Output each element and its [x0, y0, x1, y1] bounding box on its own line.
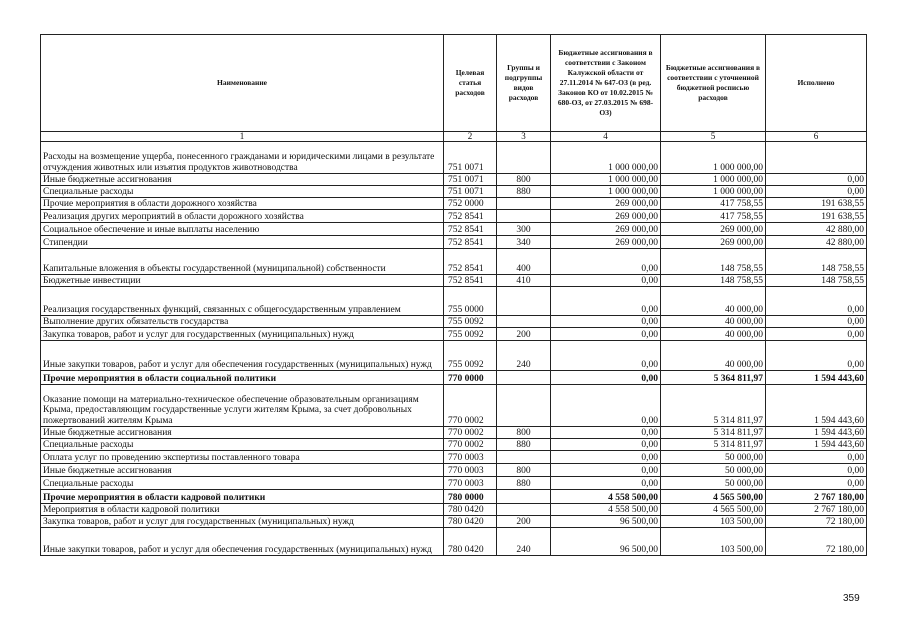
table-row [41, 174, 867, 186]
budget-document [40, 34, 866, 556]
group-code-cell [497, 451, 551, 464]
column-number: 6 [766, 132, 867, 142]
budget-refined-cell: 40 000,00 [661, 316, 766, 328]
budget-refined-cell: 50 000,00 [661, 451, 766, 464]
page-number: 359 [843, 593, 860, 604]
executed-cell: 0,00 [766, 451, 867, 464]
target-code-cell: 752 0000 [444, 198, 497, 210]
table-row [41, 287, 867, 316]
budget-law-cell: 0,00 [551, 427, 661, 439]
target-code-cell: 751 0071 [444, 174, 497, 186]
target-code-cell: 770 0003 [444, 477, 497, 490]
row-name-cell: Иные бюджетные ассигнования [41, 427, 444, 439]
row-name-cell: Специальные расходы [41, 439, 444, 451]
table-row [41, 341, 867, 371]
executed-cell: 72 180,00 [766, 528, 867, 556]
executed-cell: 1 594 443,60 [766, 385, 867, 427]
table-row [41, 198, 867, 210]
table-row [41, 490, 867, 504]
row-name-cell: Реализация других мероприятий в области дорожного хозяйства [41, 210, 444, 223]
group-code-cell: 880 [497, 477, 551, 490]
group-code-cell: 880 [497, 439, 551, 451]
col-budget-refined-header: Бюджетные ассигнования в соответствии с уточненной бюджетной росписью расходов [661, 35, 766, 132]
target-code-cell: 751 0071 [444, 142, 497, 174]
row-name-cell: Специальные расходы [41, 186, 444, 198]
budget-refined-cell: 5 314 811,97 [661, 385, 766, 427]
col-groups-header: Группы и подгруппы видов расходов [497, 35, 551, 132]
executed-cell: 2 767 180,00 [766, 504, 867, 516]
group-code-cell [497, 385, 551, 427]
row-name-cell: Закупка товаров, работ и услуг для государственных (муниципальных) нужд [41, 516, 444, 528]
budget-refined-cell: 40 000,00 [661, 287, 766, 316]
row-name-cell: Иные закупки товаров, работ и услуг для обеспечения государственных (муниципальных) нужд [41, 341, 444, 371]
col-executed-header: Исполнено [766, 35, 867, 132]
table-row [41, 210, 867, 223]
target-code-cell: 780 0000 [444, 490, 497, 504]
executed-cell [766, 142, 867, 174]
budget-law-cell: 1 000 000,00 [551, 142, 661, 174]
budget-refined-cell: 103 500,00 [661, 528, 766, 556]
group-code-cell [497, 198, 551, 210]
table-row [41, 249, 867, 275]
column-number: 3 [497, 132, 551, 142]
budget-refined-cell: 50 000,00 [661, 464, 766, 477]
budget-refined-cell: 148 758,55 [661, 275, 766, 287]
budget-law-cell: 0,00 [551, 275, 661, 287]
row-name-cell: Социальное обеспечение и иные выплаты населению [41, 223, 444, 236]
row-name-cell: Мероприятия в области кадровой политики [41, 504, 444, 516]
row-name-cell: Расходы на возмещение ущерба, понесенного гражданами и юридическими лицами в результате отчуждения животных или изъятия продуктов животноводства [41, 142, 444, 174]
group-code-cell: 200 [497, 328, 551, 341]
executed-cell: 148 758,55 [766, 249, 867, 275]
target-code-cell: 755 0000 [444, 287, 497, 316]
group-code-cell [497, 504, 551, 516]
table-row [41, 427, 867, 439]
executed-cell: 148 758,55 [766, 275, 867, 287]
budget-law-cell: 269 000,00 [551, 223, 661, 236]
group-code-cell [497, 142, 551, 174]
table-body [41, 142, 867, 556]
row-name-cell: Закупка товаров, работ и услуг для государственных (муниципальных) нужд [41, 328, 444, 341]
target-code-cell: 770 0002 [444, 427, 497, 439]
target-code-cell: 752 8541 [444, 275, 497, 287]
table-row [41, 142, 867, 174]
budget-refined-cell: 40 000,00 [661, 341, 766, 371]
executed-cell: 1 594 443,60 [766, 427, 867, 439]
header-row [41, 35, 867, 132]
budget-law-cell: 0,00 [551, 341, 661, 371]
budget-refined-cell: 148 758,55 [661, 249, 766, 275]
target-code-cell: 770 0002 [444, 439, 497, 451]
budget-refined-cell: 4 565 500,00 [661, 504, 766, 516]
group-code-cell: 240 [497, 528, 551, 556]
target-code-cell: 780 0420 [444, 528, 497, 556]
row-name-cell: Реализация государственных функций, связанных с общегосударственным управлением [41, 287, 444, 316]
executed-cell: 0,00 [766, 174, 867, 186]
budget-law-cell: 1 000 000,00 [551, 186, 661, 198]
budget-law-cell: 269 000,00 [551, 236, 661, 249]
budget-table [40, 34, 867, 556]
budget-law-cell: 0,00 [551, 287, 661, 316]
group-code-cell: 410 [497, 275, 551, 287]
target-code-cell: 752 8541 [444, 223, 497, 236]
budget-law-cell: 0,00 [551, 371, 661, 385]
row-name-cell: Прочие мероприятия в области дорожного хозяйства [41, 198, 444, 210]
executed-cell: 1 594 443,60 [766, 439, 867, 451]
target-code-cell: 770 0003 [444, 451, 497, 464]
budget-law-cell: 0,00 [551, 316, 661, 328]
row-name-cell: Капитальные вложения в объекты государственной (муниципальной) собственности [41, 249, 444, 275]
budget-refined-cell: 269 000,00 [661, 236, 766, 249]
group-code-cell [497, 371, 551, 385]
executed-cell: 191 638,55 [766, 210, 867, 223]
budget-refined-cell: 103 500,00 [661, 516, 766, 528]
table-row [41, 223, 867, 236]
budget-law-cell: 0,00 [551, 439, 661, 451]
group-code-cell [497, 490, 551, 504]
row-name-cell: Прочие мероприятия в области социальной политики [41, 371, 444, 385]
column-number: 1 [41, 132, 444, 142]
target-code-cell: 780 0420 [444, 504, 497, 516]
budget-refined-cell: 1 000 000,00 [661, 186, 766, 198]
group-code-cell [497, 287, 551, 316]
row-name-cell: Бюджетные инвестиции [41, 275, 444, 287]
row-name-cell: Оказание помощи на материально-техническое обеспечение образовательным организациям Крыма, предоставляющим государственные услуги жителям Крыма, за счет добровольных пожертвований жителям Крыма [41, 385, 444, 427]
target-code-cell: 751 0071 [444, 186, 497, 198]
column-number-row [41, 132, 867, 142]
row-name-cell: Оплата услуг по проведению экспертизы поставленного товара [41, 451, 444, 464]
column-number: 5 [661, 132, 766, 142]
budget-law-cell: 0,00 [551, 249, 661, 275]
column-number: 4 [551, 132, 661, 142]
target-code-cell: 770 0003 [444, 464, 497, 477]
target-code-cell: 755 0092 [444, 328, 497, 341]
budget-refined-cell: 1 000 000,00 [661, 174, 766, 186]
executed-cell: 1 594 443,60 [766, 371, 867, 385]
executed-cell: 0,00 [766, 328, 867, 341]
executed-cell: 0,00 [766, 287, 867, 316]
row-name-cell: Специальные расходы [41, 477, 444, 490]
executed-cell: 0,00 [766, 186, 867, 198]
budget-refined-cell: 40 000,00 [661, 328, 766, 341]
row-name-cell: Выполнение других обязательств государства [41, 316, 444, 328]
table-row [41, 477, 867, 490]
row-name-cell: Иные бюджетные ассигнования [41, 174, 444, 186]
col-target-header: Целевая статья расходов [444, 35, 497, 132]
col-name-header: Наименование [41, 35, 444, 132]
table-row [41, 451, 867, 464]
budget-law-cell: 96 500,00 [551, 528, 661, 556]
budget-law-cell: 1 000 000,00 [551, 174, 661, 186]
budget-refined-cell: 5 314 811,97 [661, 439, 766, 451]
group-code-cell: 400 [497, 249, 551, 275]
table-row [41, 516, 867, 528]
table-row [41, 328, 867, 341]
budget-law-cell: 96 500,00 [551, 516, 661, 528]
target-code-cell: 755 0092 [444, 341, 497, 371]
budget-law-cell: 0,00 [551, 477, 661, 490]
table-row [41, 371, 867, 385]
col-budget-law-header: Бюджетные ассигнования в соответствии с Законом Калужской области от 27.11.2014 № 647-ОЗ (в ред. Законов КО от 10.02.2015 № 680-ОЗ, от 27.03.2015 № 698-ОЗ) [551, 35, 661, 132]
column-number: 2 [444, 132, 497, 142]
budget-law-cell: 0,00 [551, 385, 661, 427]
budget-refined-cell: 417 758,55 [661, 198, 766, 210]
group-code-cell: 800 [497, 174, 551, 186]
target-code-cell: 770 0002 [444, 385, 497, 427]
executed-cell: 42 880,00 [766, 223, 867, 236]
budget-law-cell: 0,00 [551, 451, 661, 464]
budget-refined-cell: 5 364 811,97 [661, 371, 766, 385]
table-row [41, 236, 867, 249]
group-code-cell: 800 [497, 464, 551, 477]
row-name-cell: Иные бюджетные ассигнования [41, 464, 444, 477]
group-code-cell: 800 [497, 427, 551, 439]
budget-law-cell: 269 000,00 [551, 198, 661, 210]
budget-law-cell: 0,00 [551, 328, 661, 341]
group-code-cell [497, 210, 551, 223]
table-row [41, 316, 867, 328]
budget-refined-cell: 269 000,00 [661, 223, 766, 236]
row-name-cell: Иные закупки товаров, работ и услуг для обеспечения государственных (муниципальных) нужд [41, 528, 444, 556]
group-code-cell: 880 [497, 186, 551, 198]
budget-refined-cell: 4 565 500,00 [661, 490, 766, 504]
budget-refined-cell: 1 000 000,00 [661, 142, 766, 174]
table-row [41, 385, 867, 427]
executed-cell: 42 880,00 [766, 236, 867, 249]
budget-refined-cell: 50 000,00 [661, 477, 766, 490]
target-code-cell: 770 0000 [444, 371, 497, 385]
table-row [41, 275, 867, 287]
budget-law-cell: 269 000,00 [551, 210, 661, 223]
budget-refined-cell: 5 314 811,97 [661, 427, 766, 439]
group-code-cell [497, 316, 551, 328]
group-code-cell: 200 [497, 516, 551, 528]
table-row [41, 504, 867, 516]
budget-refined-cell: 417 758,55 [661, 210, 766, 223]
budget-law-cell: 0,00 [551, 464, 661, 477]
target-code-cell: 752 8541 [444, 249, 497, 275]
executed-cell: 0,00 [766, 464, 867, 477]
table-row [41, 439, 867, 451]
target-code-cell: 780 0420 [444, 516, 497, 528]
table-row [41, 186, 867, 198]
budget-law-cell: 4 558 500,00 [551, 490, 661, 504]
row-name-cell: Прочие мероприятия в области кадровой политики [41, 490, 444, 504]
executed-cell: 191 638,55 [766, 198, 867, 210]
group-code-cell: 300 [497, 223, 551, 236]
group-code-cell: 340 [497, 236, 551, 249]
budget-law-cell: 4 558 500,00 [551, 504, 661, 516]
target-code-cell: 755 0092 [444, 316, 497, 328]
executed-cell: 72 180,00 [766, 516, 867, 528]
group-code-cell: 240 [497, 341, 551, 371]
executed-cell: 0,00 [766, 316, 867, 328]
row-name-cell: Стипендии [41, 236, 444, 249]
executed-cell: 0,00 [766, 477, 867, 490]
table-row [41, 528, 867, 556]
table-row [41, 464, 867, 477]
executed-cell: 0,00 [766, 341, 867, 371]
target-code-cell: 752 8541 [444, 236, 497, 249]
executed-cell: 2 767 180,00 [766, 490, 867, 504]
target-code-cell: 752 8541 [444, 210, 497, 223]
